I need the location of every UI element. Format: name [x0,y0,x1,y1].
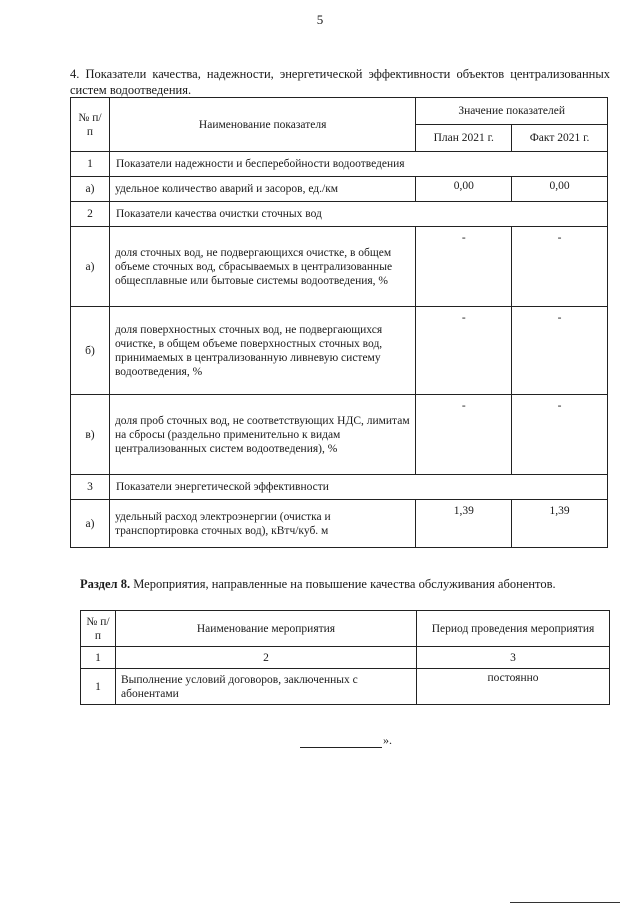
index-num: 1 [81,647,116,669]
row-num: в) [71,395,110,475]
closing-mark: ». [383,733,392,747]
row-name: Выполнение условий договоров, заключенных с абонентами [116,669,417,705]
section-8-title: Мероприятия, направленные на повышение качества обслуживания абонентов. [133,577,556,591]
index-name: 2 [116,647,417,669]
header-name: Наименование показателя [109,98,415,152]
row-plan: - [416,227,512,307]
table-row [71,227,608,307]
index-period: 3 [417,647,610,669]
row-name: удельное количество аварий и засоров, ед./км [109,177,415,202]
footer-rule [510,902,620,903]
section-8-label: Раздел 8. [80,577,131,591]
row-name: удельный расход электроэнергии (очистка и транспортировка сточных вод), кВтч/куб. м [109,500,415,548]
row-plan: 1,39 [416,500,512,548]
row-num: 3 [71,475,110,500]
header-num: № п/п [71,98,110,152]
row-section-title: Показатели надежности и бесперебойности водоотведения [109,152,607,177]
row-fact: 1,39 [512,500,608,548]
table-index-row [81,647,610,669]
row-name: доля поверхностных сточных вод, не подвергающихся очистке, в общем объеме поверхностных сточных вод, принимаемых в централизованную ливневую систему водоотведения, % [109,307,415,395]
row-fact: 0,00 [512,177,608,202]
table-header-row [81,611,610,647]
row-section-title: Показатели энергетической эффективности [109,475,607,500]
row-num: а) [71,500,110,548]
row-plan: 0,00 [416,177,512,202]
row-num: 2 [71,202,110,227]
page-number: 5 [316,12,324,27]
row-fact: - [512,307,608,395]
blank-underline [300,747,382,748]
table-row [71,475,608,500]
row-name: доля проб сточных вод, не соответствующих НДС, лимитам на сбросы (раздельно применительно к видам централизованных систем водоотведения), % [109,395,415,475]
table-row [71,500,608,548]
header-name: Наименование мероприятия [116,611,417,647]
header-period: Период проведения мероприятия [417,611,610,647]
measures-table [80,610,610,705]
indicators-table [70,97,608,548]
header-plan: План 2021 г. [416,125,512,152]
table-row [71,202,608,227]
table-row [71,152,608,177]
header-num: № п/п [81,611,116,647]
table-row [71,177,608,202]
row-num: 1 [81,669,116,705]
row-fact: - [512,395,608,475]
row-plan: - [416,395,512,475]
row-num: а) [71,227,110,307]
closing-line [300,733,392,748]
table-row [81,669,610,705]
row-plan: - [416,307,512,395]
row-num: б) [71,307,110,395]
row-fact: - [512,227,608,307]
header-values-group: Значение показателей [416,98,608,125]
section-8-heading [80,576,610,592]
table-row [71,307,608,395]
section-4-title: 4. Показатели качества, надежности, энергетической эффективности объектов централизованных систем водоотведения. [70,67,610,97]
row-period: постоянно [417,669,610,705]
section-4-heading [70,66,610,98]
row-num: а) [71,177,110,202]
row-num: 1 [71,152,110,177]
row-section-title: Показатели качества очистки сточных вод [109,202,607,227]
header-fact: Факт 2021 г. [512,125,608,152]
row-name: доля сточных вод, не подвергающихся очистке, в общем объеме сточных вод, сбрасываемых в централизованные общесплавные или бытовые системы водоотведения, % [109,227,415,307]
table-row [71,395,608,475]
